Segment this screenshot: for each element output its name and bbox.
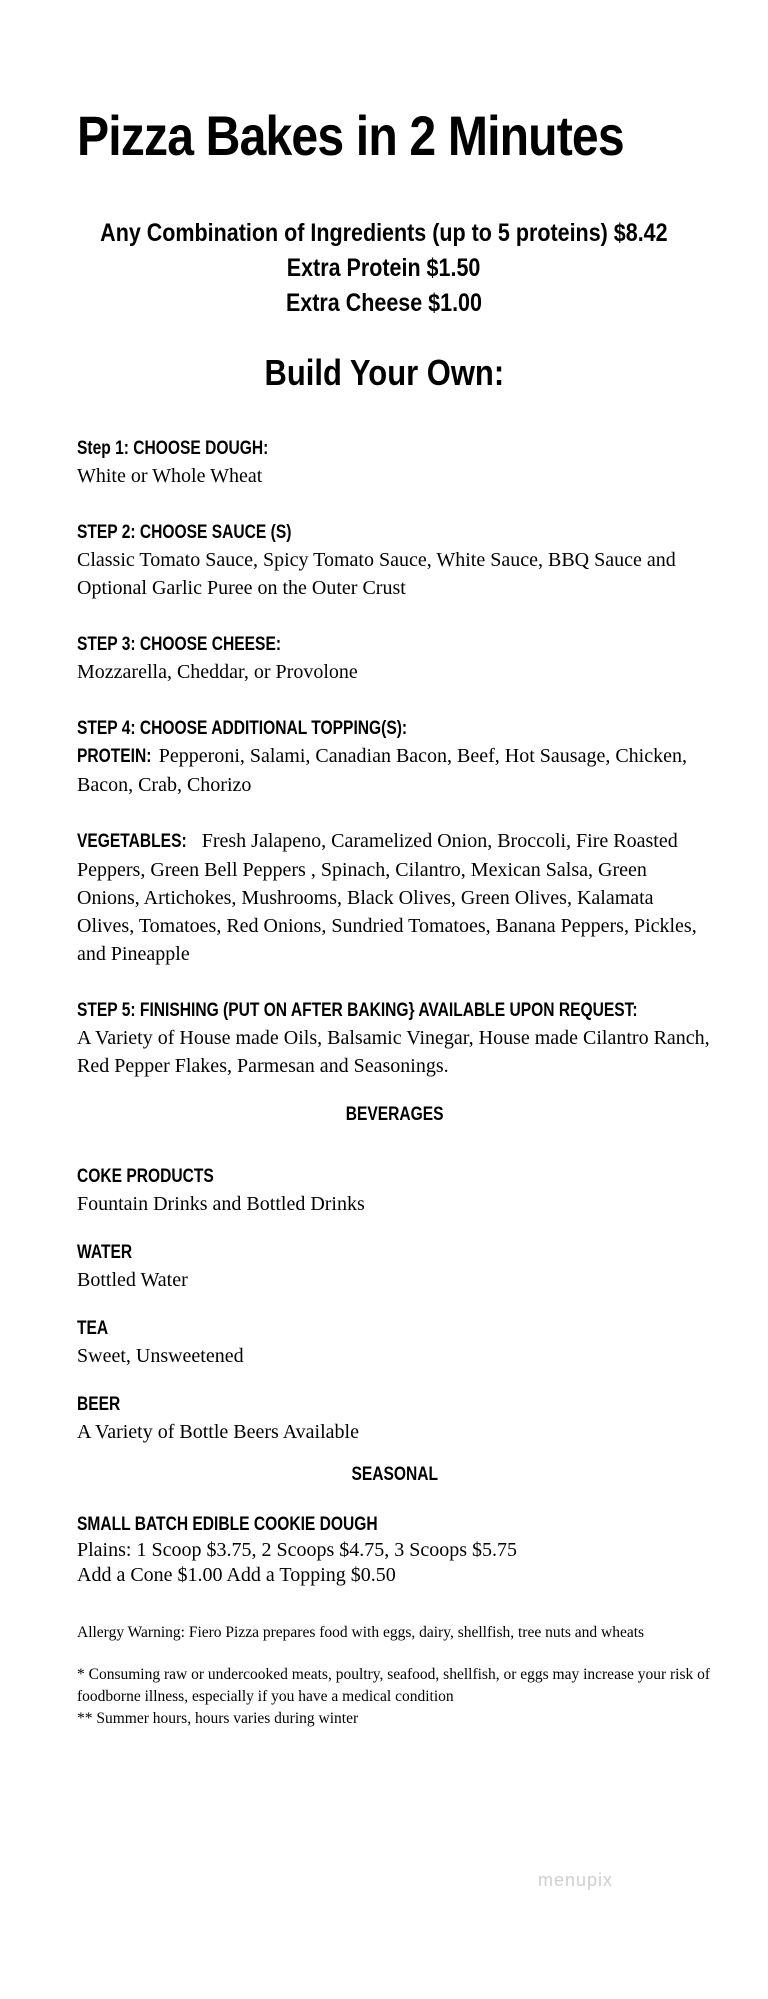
page-title: Pizza Bakes in 2 Minutes [77,104,624,167]
base-price-line: Any Combination of Ingredients (up to 5 proteins) $8.42 [100,219,668,247]
step-text: Mozzarella, Cheddar, or Provolone [77,661,358,683]
vegetables-text: Fresh Jalapeno, Caramelized Onion, Broccoli, Fire Roasted Peppers, Green Bell Peppers , Spinach, Cilantro, Mexican Salsa, Green Onions, Artichokes, Mushrooms, Black Olives, Green Olives, Kalamata Olives, Tomatoes, Red Onions, Sundried Tomatoes, Banana Peppers, Pickles, and Pineapple [77,830,697,965]
step-text: White or Whole Wheat [77,465,263,487]
beverages-heading: BEVERAGES [345,1104,444,1125]
step-text: Classic Tomato Sauce, Spicy Tomato Sauce, White Sauce, BBQ Sauce and Optional Garlic Puree on the Outer Crust [77,549,676,599]
beverage-item [77,1240,712,1294]
seasonal-price-line: Plains: 1 Scoop $3.75, 2 Scoops $4.75, 3 Scoops $5.75 [77,1539,518,1561]
seasonal-addon-line: Add a Cone $1.00 Add a Topping $0.50 [77,1564,396,1586]
protein-label: PROTEIN: [77,746,152,767]
seasonal-heading: SEASONAL [351,1464,438,1485]
step-heading: Step 1: CHOOSE DOUGH: [77,438,269,459]
summer-hours-note: ** Summer hours, hours varies during winter [77,1710,359,1727]
beverage-item [77,1392,712,1446]
step-heading: STEP 2: CHOOSE SAUCE (S) [77,522,292,543]
protein-text: Pepperoni, Salami, Canadian Bacon, Beef, Hot Sausage, Chicken, Bacon, Crab, Chorizo [77,745,687,796]
extra-cheese-price: Extra Cheese $1.00 [285,289,483,317]
beverage-name: BEER [77,1394,121,1415]
consumption-warning: * Consuming raw or undercooked meats, poultry, seafood, shellfish, or eggs may increase your risk of foodborne illness, especially if you have a medical condition [77,1666,711,1705]
step-heading: STEP 4: CHOOSE ADDITIONAL TOPPING(S): [77,718,408,739]
step-heading: STEP 5: FINISHING (PUT ON AFTER BAKING} AVAILABLE UPON REQUEST: [77,1000,638,1021]
beverage-name: COKE PRODUCTS [77,1166,214,1187]
build-heading: Build Your Own: [264,352,504,393]
pricing-block [0,216,768,321]
menu-content [77,436,712,1730]
step-3 [77,632,712,686]
seasonal-item [77,1512,712,1588]
vegetables-label: VEGETABLES: [77,831,187,852]
protein-list [77,742,712,799]
step-2 [77,520,712,602]
step-1 [77,436,712,490]
step-heading: STEP 3: CHOOSE CHEESE: [77,634,282,655]
step-text: A Variety of House made Oils, Balsamic Vinegar, House made Cilantro Ranch, Red Pepper Flakes, Parmesan and Seasonings. [77,1027,710,1077]
beverage-name: TEA [77,1318,109,1339]
beverage-desc: A Variety of Bottle Beers Available [77,1421,359,1443]
beverage-item [77,1164,712,1218]
vegetables-list [77,827,712,968]
watermark-logo: menupix [538,1870,614,1890]
beverage-desc: Sweet, Unsweetened [77,1345,244,1367]
seasonal-item-name: SMALL BATCH EDIBLE COOKIE DOUGH [77,1514,378,1535]
beverage-desc: Bottled Water [77,1269,188,1291]
beverage-desc: Fountain Drinks and Bottled Drinks [77,1193,365,1215]
extra-protein-price: Extra Protein $1.50 [287,254,481,282]
beverage-item [77,1316,712,1370]
step-4 [77,716,712,968]
step-5 [77,998,712,1080]
allergy-warning: Allergy Warning: Fiero Pizza prepares food with eggs, dairy, shellfish, tree nuts and wheats [77,1624,645,1641]
beverage-name: WATER [77,1242,133,1263]
